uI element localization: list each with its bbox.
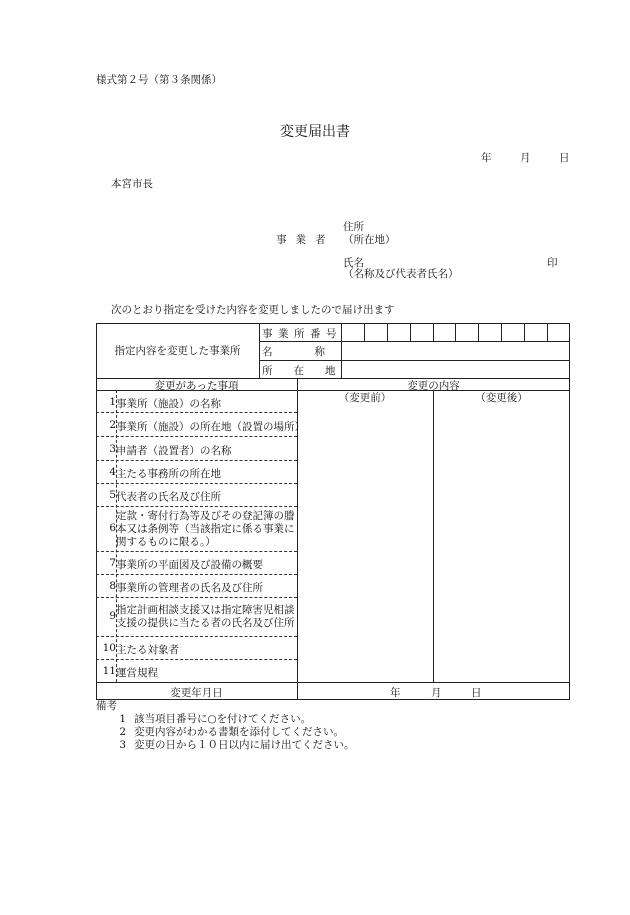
date-year: 年: [481, 152, 492, 164]
address-sub-label: （所在地）: [343, 234, 396, 246]
item-number: 8: [109, 580, 116, 592]
office-name-label: 名 称: [262, 346, 325, 358]
office-section-label: 指定内容を変更した事業所: [114, 345, 241, 357]
note-item: [96, 739, 355, 752]
address-label: 住所: [343, 221, 364, 233]
item-number: 9: [109, 610, 116, 622]
item-text: 主たる事務所の所在地: [116, 468, 221, 480]
item-number: 4: [109, 466, 116, 478]
applicant-label: 事業者: [276, 234, 335, 246]
office-location-label: 所 在 地: [262, 365, 336, 377]
item-number: 6: [109, 522, 116, 534]
before-label: （変更前）: [338, 392, 392, 404]
item-number: 10: [102, 642, 116, 654]
item-text: 事業所（施設）の名称: [116, 398, 221, 410]
item-number: 2: [109, 419, 116, 431]
item-number: 7: [109, 557, 116, 569]
change-date-day: 日: [471, 687, 482, 699]
item-number: 5: [109, 489, 116, 501]
seal-mark: 印: [547, 257, 558, 269]
item-text: 申請者（設置者）の名称: [116, 445, 232, 457]
item-text: 主たる対象者: [116, 644, 179, 656]
form-number: 様式第２号（第３条関係）: [96, 74, 222, 86]
change-date-month: 月: [431, 687, 442, 699]
item-text: 定款・寄付行為等及びその登記簿の謄本又は条例等（当該指定に係る事業に関するものに限る。）: [116, 510, 295, 548]
note-number: 3: [119, 739, 126, 751]
date-day: 日: [559, 152, 570, 164]
change-date-label: 変更年月日: [170, 687, 223, 699]
item-text: 代表者の氏名及び住所: [116, 491, 221, 503]
changed-items-header: 変更があった事項: [154, 380, 239, 392]
intro-text: 次のとおり指定を受けた内容を変更しましたので届け出ます: [111, 304, 395, 316]
note-number: 2: [119, 726, 126, 738]
item-text: 指定計画相談支援又は指定障害児相談支援の提供に当たる者の氏名及び住所: [116, 604, 295, 629]
note-item: [96, 726, 355, 739]
item-number: 3: [109, 443, 116, 455]
change-form-table: [96, 323, 570, 700]
item-text: 事業所の平面図及び設備の概要: [116, 559, 263, 571]
name-sub-label: （名称及び代表者氏名）: [343, 268, 459, 280]
note-text: 変更の日から１０日以内に届け出てください。: [134, 739, 355, 751]
note-item: [96, 713, 355, 726]
change-content-header: 変更の内容: [407, 380, 460, 392]
change-date-year: 年: [390, 687, 401, 699]
after-label: （変更後）: [475, 392, 528, 404]
name-label: 氏名: [343, 257, 364, 269]
note-text: 変更内容がわかる書類を添付してください。: [134, 726, 344, 738]
notes-heading: 備考: [96, 700, 117, 712]
note-number: 1: [119, 713, 126, 725]
office-number-label: 事業所番号: [262, 328, 342, 340]
item-number: 1: [109, 396, 116, 408]
item-text: 事業所の管理者の氏名及び住所: [116, 582, 263, 594]
item-text: 事業所（施設）の所在地（設置の場所）: [116, 421, 305, 433]
date-month: 月: [520, 152, 531, 164]
addressee: 本宮市長: [111, 178, 153, 190]
notes-section: [96, 700, 355, 752]
item-text: 運営規程: [116, 667, 158, 679]
page-title: 変更届出書: [280, 124, 350, 140]
note-text: 該当項目番号に○を付けてください。: [134, 713, 312, 725]
item-number: 11: [102, 665, 116, 677]
